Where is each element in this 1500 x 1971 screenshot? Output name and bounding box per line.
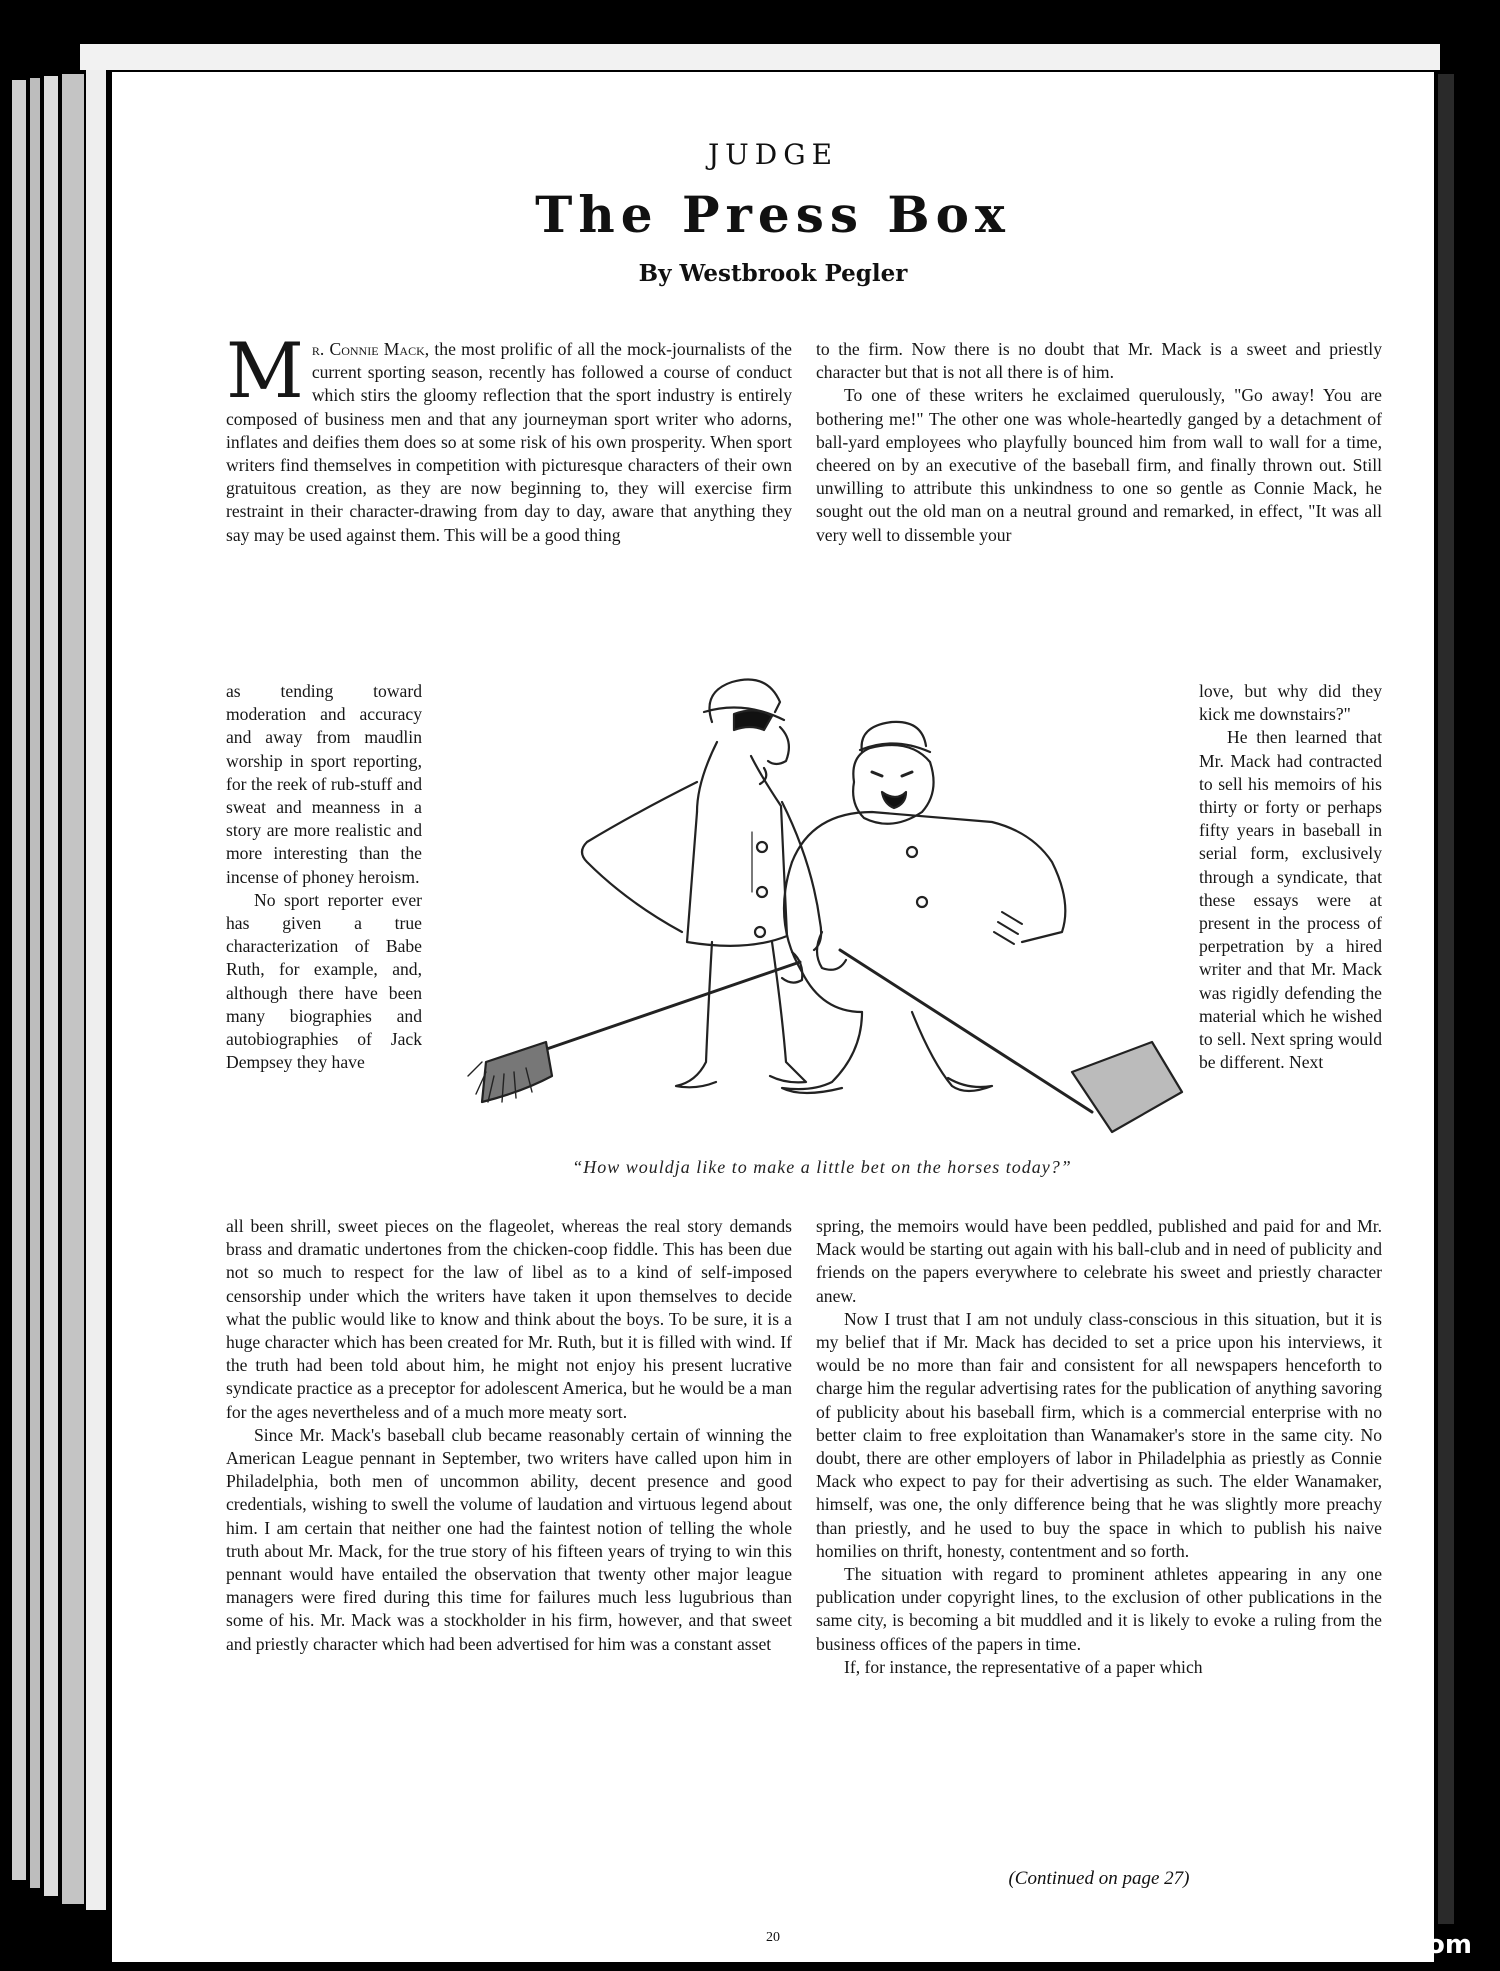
paragraph: Now I trust that I am not unduly class-conscious in this situation, but it is my belief that if Mr. Mack has decided to set a price upon his interviews, it would be no more than fair and consistent for all newspapers henceforth to charge him the regular advertising rates for the publication of anything savoring of publicity about his baseball firm, which is a commercial enterprise with no better claim to free exploitation than Wanamaker's store in the same city. No doubt, there are other employers of labor in Philadelphia as priestly as Connie Mack who expect to pay for their advertising as such. The elder Wanamaker, himself, was one, the only difference being that he was slightly more preachy than priestly, and he used to buy the space in which to publish his naive homilies on thrift, honesty, contentment and so forth. — [816, 1308, 1382, 1561]
paragraph: love, but why did they kick me downstairs?" — [1199, 681, 1382, 725]
column-right-top — [816, 338, 1382, 678]
paragraph: Since Mr. Mack's baseball club became reasonably certain of winning the American League pennant in September, two writers have called upon him in Philadelphia, both men of uncommon ability, decent presence and good credentials, wishing to swell the volume of laudation and virtuous legend about him. I am certain that neither one had the faintest notion of telling the whole truth about Mr. Mack, for the true story of his fifteen years of trying to win this pennant would have entailed the observation that twenty other major league managers were fired during this time for failures much less lugubrious than some of his. Mr. Mack was a stockholder in his firm, however, and that sweet and priestly character which had been advertised for him was a constant asset — [226, 1424, 792, 1654]
paragraph: spring, the memoirs would have been peddled, published and paid for and Mr. Mack would be starting out again with his ball-club and in need of publicity and friends on the papers everywhere to celebrate his sweet and priestly character anew. — [816, 1216, 1382, 1306]
cartoon-illustration — [442, 632, 1202, 1152]
page-number: 20 — [766, 1930, 780, 1945]
page-edge — [86, 70, 106, 1910]
page-edge — [44, 76, 58, 1896]
byline: By Westbrook Pegler — [638, 260, 908, 287]
page-edge — [30, 78, 40, 1888]
opening-smallcaps: r. Connie Mack — [311, 339, 425, 359]
magazine-page — [112, 72, 1434, 1962]
page-top-edge — [80, 44, 1440, 70]
column-right-bottom — [816, 1215, 1382, 1867]
paragraph: He then learned that Mr. Mack had contracted to sell his memoirs of his thirty or forty or perhaps fifty years in baseball in serial form, exclusively through a syndicate, that these essays were at present in the process of perpetration by a hired writer and that Mr. Mack was rigidly defending the material which he wished to sell. Next spring would be different. Next — [1199, 727, 1382, 1073]
paragraph: as tending toward moderation and accuracy and away from maudlin worship in sport reporting, for the reek of rub-stuff and sweat and meanness in a story are more realistic and more interesting than the incense of phoney heroism. — [226, 681, 422, 887]
paragraph: If, for instance, the representative of a paper which — [844, 1656, 1203, 1677]
paragraph: all been shrill, sweet pieces on the flageolet, whereas the real story demands brass and dramatic undertones from the chicken-coop fiddle. This has been due not so much to respect for the law of libel as to a kind of self-imposed censorship under which the writers have taken it upon themselves to decide what the public would like to know and think about the boys. To be sure, it is a huge character which has been created for Mr. Ruth, but it is filled with wind. If the truth had been told about him, he might not enjoy his present lucrative syndicate practice as a preceptor for adolescent America, but he would be a man for the ages nevertheless and of a much more meaty sort. — [226, 1216, 792, 1422]
column-right-narrow — [1199, 680, 1382, 1212]
paragraph: To one of these writers he exclaimed querulously, "Go away! You are bothering me!" The other one was whole-heartedly ganged by a detachment of ball-yard employees who playfully bounced him from wall to wall for a time, cheered on by an executive of the baseball firm, and finally thrown out. Still unwilling to attribute this unkindness to one so gentle as Connie Mack, he sought out the old man on a neutral ground and remarked, in effect, "It was all very well to dissemble your — [816, 385, 1382, 545]
page-edge — [12, 80, 26, 1880]
watermark: comicbooks.com — [1229, 1930, 1472, 1960]
column-left-top — [226, 338, 792, 678]
paragraph: The situation with regard to prominent athletes appearing in any one publication under copyright lines, to the exclusion of other publications in the same city, is becoming a bit muddled and it is likely to evoke a ruling from the business offices of the papers in time. — [816, 1564, 1382, 1654]
tall-man-figure — [582, 680, 821, 1088]
magazine-name: JUDGE — [707, 138, 839, 171]
paragraph: to the firm. Now there is no doubt that Mr. Mack is a sweet and priestly character but that is not all there is of him. — [816, 339, 1382, 383]
drop-cap: M — [226, 338, 304, 415]
broom — [468, 962, 800, 1102]
cartoon-caption: “How wouldja like to make a little bet on the horses today?” — [572, 1157, 1072, 1177]
opening-text: , the most prolific of all the mock-journalists of the current sporting season, recently has followed a course of conduct which stirs the gloomy reflection that the sport industry is entirely composed of business men and that any journeyman sport writer who adorns, inflates and deifies them does so at some risk of his own prosperity. When sport writers find themselves in competition with picturesque characters of their own gratuitous creation, as they are now beginning to, they will exercise firm restraint in their character-drawing from day to day, aware that anything they say may be used against them. This will be a good thing — [226, 339, 792, 545]
short-man-figure — [782, 722, 1182, 1132]
paragraph: No sport reporter ever has given a true characterization of Babe Ruth, for example, and, although there have been many biographies and autobiographies of Jack Dempsey they have — [226, 889, 422, 1073]
column-left-narrow — [226, 680, 422, 1212]
page-gutter — [1438, 74, 1454, 1924]
article-title: The Press Box — [535, 185, 1011, 244]
continued-note: (Continued on page 27) — [1008, 1868, 1190, 1889]
page-edge — [62, 74, 84, 1904]
opening-paragraph — [226, 338, 792, 547]
column-left-bottom — [226, 1215, 792, 1867]
